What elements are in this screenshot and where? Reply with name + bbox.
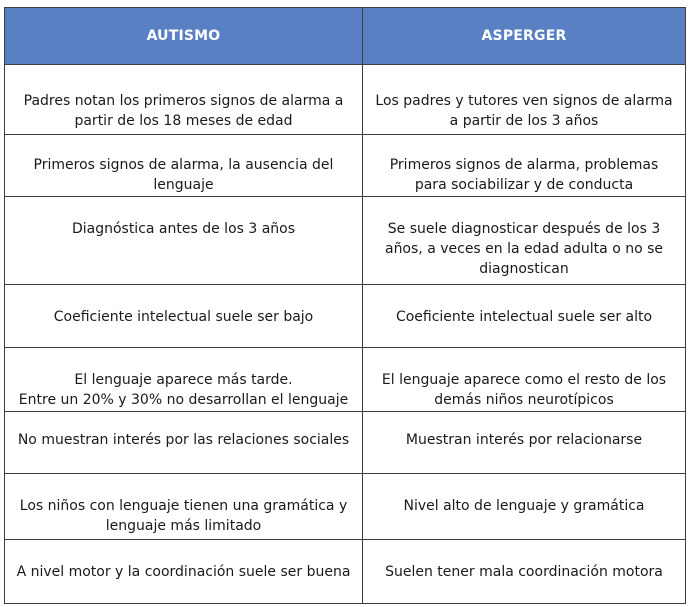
cell-autismo: Diagnóstica antes de los 3 años <box>5 197 363 285</box>
cell-asperger: Muestran interés por relacionarse <box>363 412 686 474</box>
comparison-table <box>4 7 686 604</box>
cell-asperger: Coeficiente intelectual suele ser alto <box>363 285 686 348</box>
cell-autismo: Padres notan los primeros signos de alarma a partir de los 18 meses de edad <box>5 65 363 135</box>
cell-autismo: El lenguaje aparece más tarde. Entre un 20% y 30% no desarrollan el lenguaje <box>5 348 363 412</box>
table-row <box>5 474 686 540</box>
cell-asperger: Los padres y tutores ven signos de alarma a partir de los 3 años <box>363 65 686 135</box>
header-autismo: AUTISMO <box>5 8 363 65</box>
table-row <box>5 65 686 135</box>
cell-autismo: Coeficiente intelectual suele ser bajo <box>5 285 363 348</box>
cell-autismo: Primeros signos de alarma, la ausencia del lenguaje <box>5 135 363 197</box>
cell-asperger: Se suele diagnosticar después de los 3 años, a veces en la edad adulta o no se diagnostican <box>363 197 686 285</box>
cell-autismo: Los niños con lenguaje tienen una gramática y lenguaje más limitado <box>5 474 363 540</box>
table-header-row <box>5 8 686 65</box>
table-row <box>5 197 686 285</box>
cell-autismo: No muestran interés por las relaciones sociales <box>5 412 363 474</box>
table-row <box>5 135 686 197</box>
header-asperger: ASPERGER <box>363 8 686 65</box>
table-row <box>5 412 686 474</box>
cell-asperger: Suelen tener mala coordinación motora <box>363 540 686 604</box>
cell-asperger: Primeros signos de alarma, problemas para sociabilizar y de conducta <box>363 135 686 197</box>
table-row <box>5 540 686 604</box>
comparison-table-container <box>4 7 685 604</box>
cell-autismo: A nivel motor y la coordinación suele ser buena <box>5 540 363 604</box>
table-row <box>5 348 686 412</box>
table-row <box>5 285 686 348</box>
cell-asperger: El lenguaje aparece como el resto de los demás niños neurotípicos <box>363 348 686 412</box>
cell-asperger: Nivel alto de lenguaje y gramática <box>363 474 686 540</box>
